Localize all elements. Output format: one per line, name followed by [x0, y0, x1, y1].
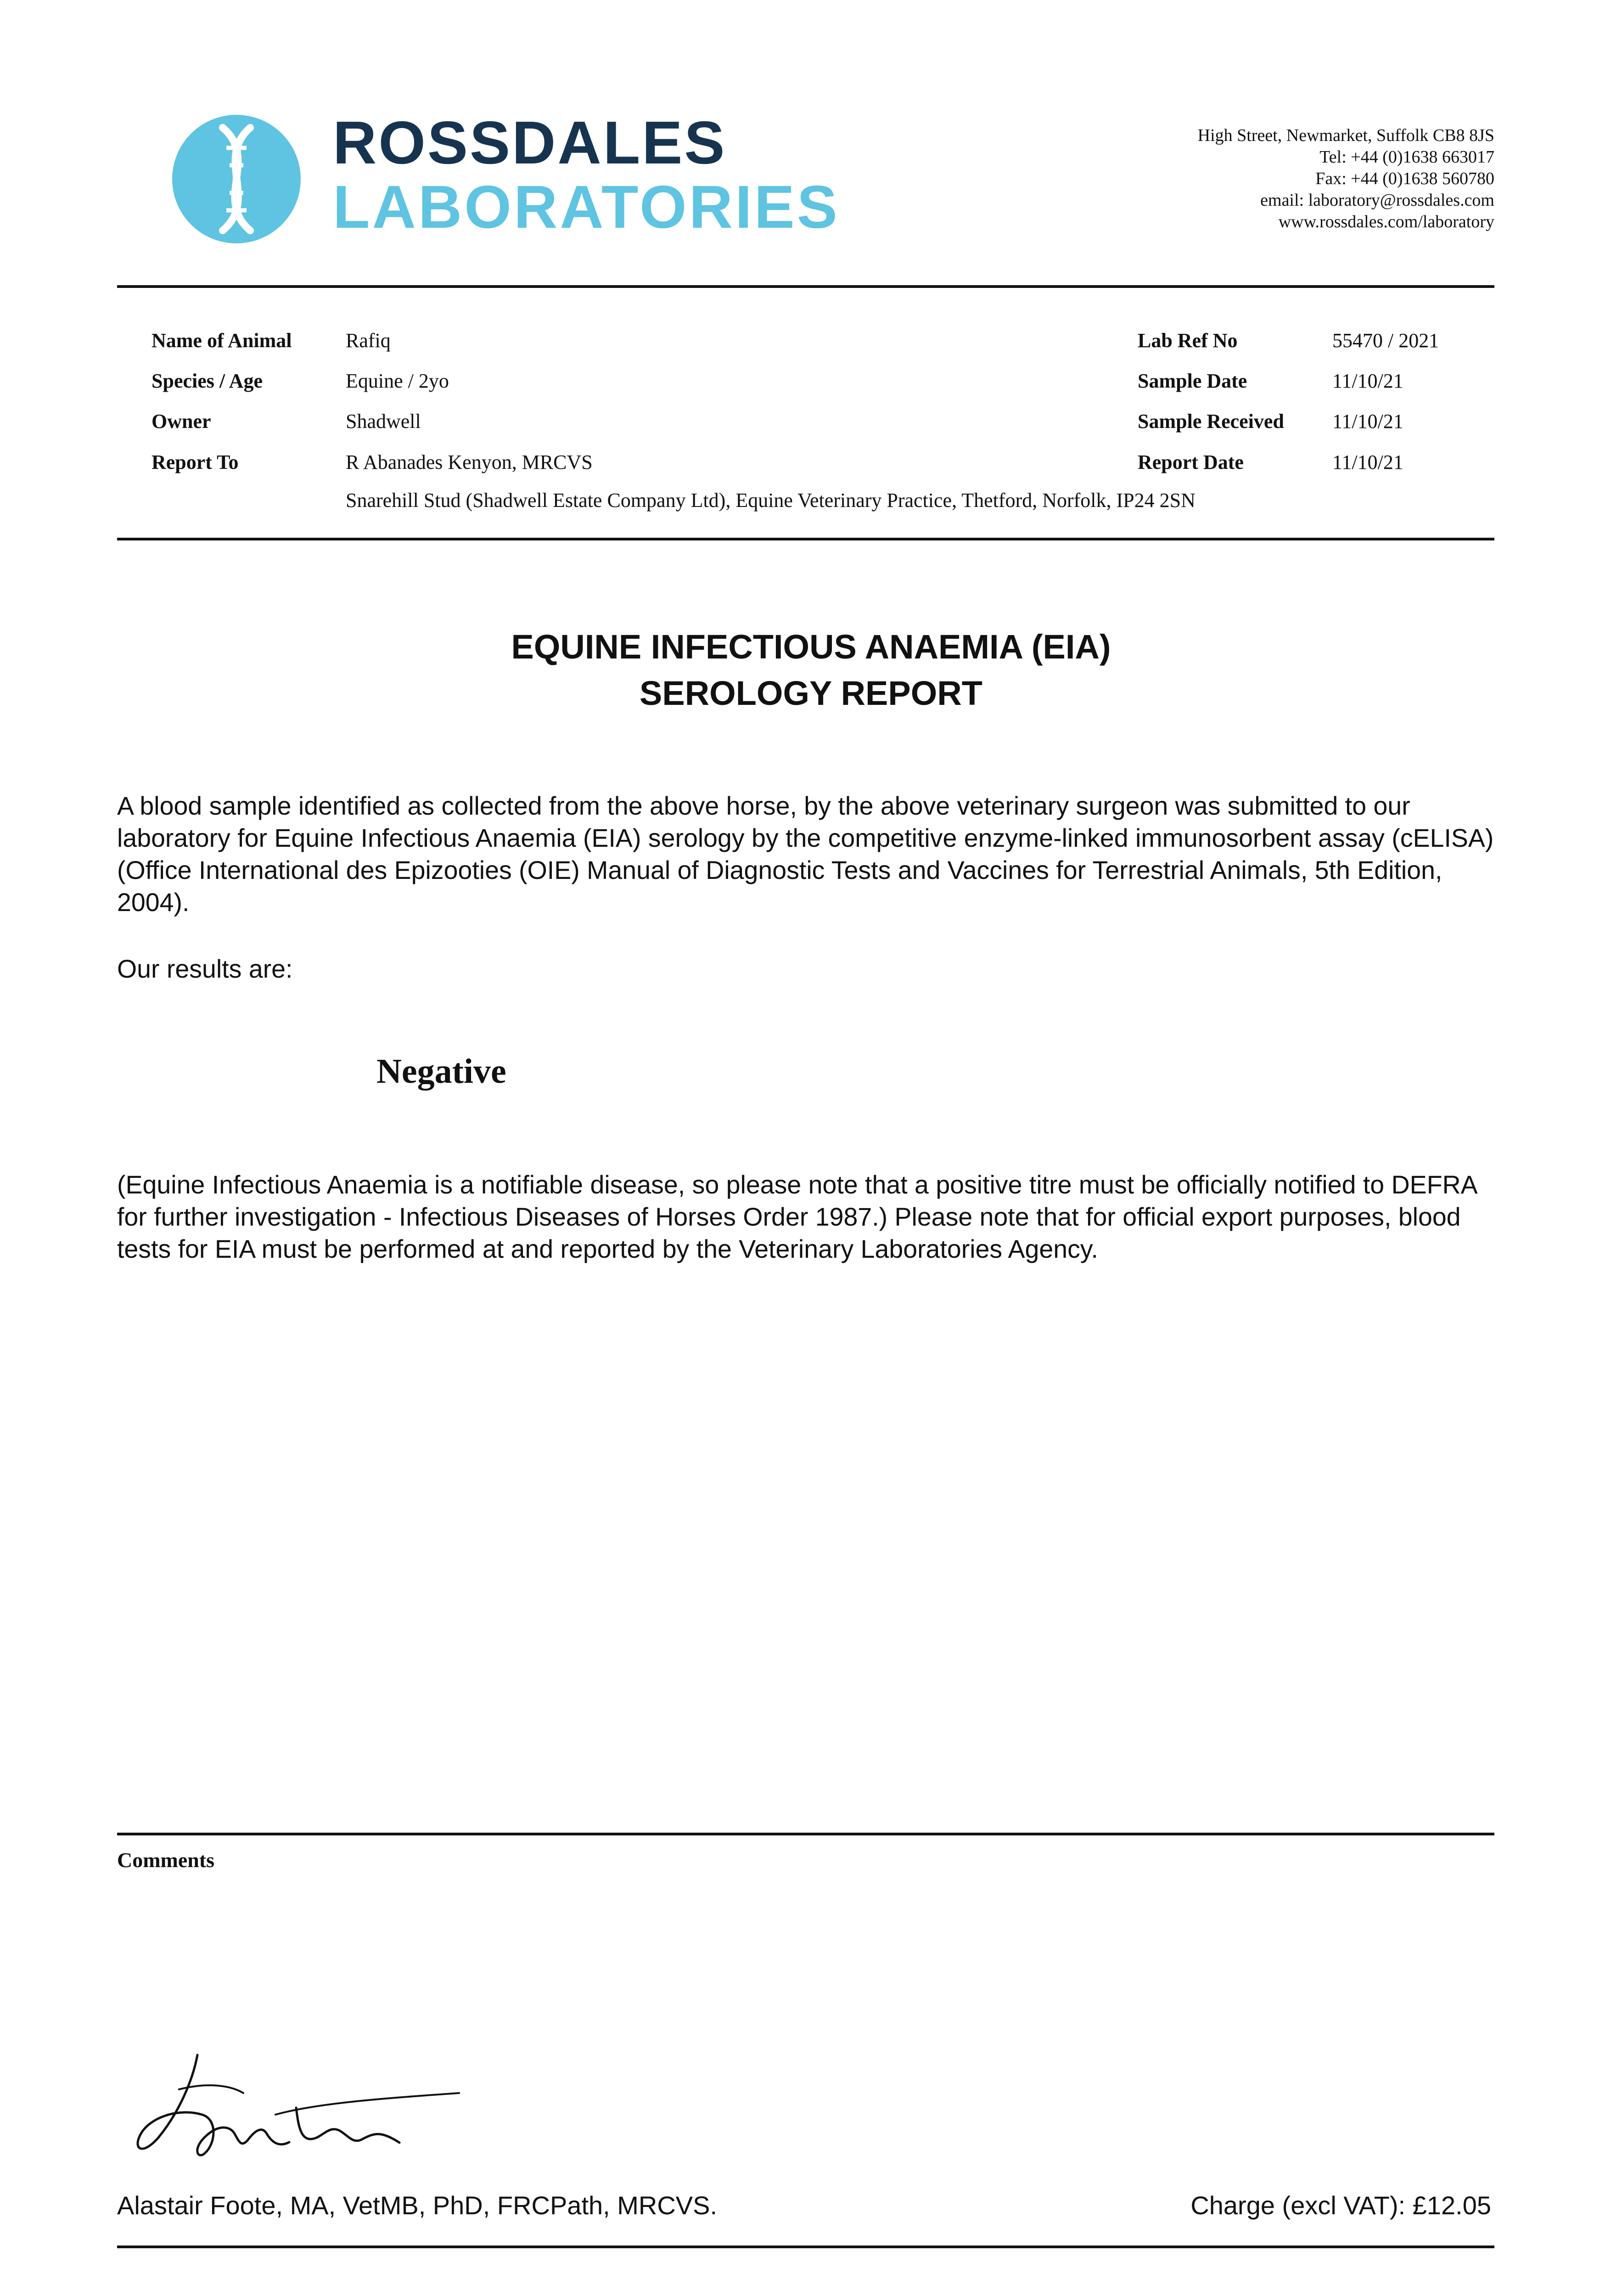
result-value: Negative: [376, 1052, 506, 1091]
brand-name: ROSSDALES: [333, 109, 727, 176]
comments-divider: [117, 1833, 1494, 1835]
owner-value: Shadwell: [346, 410, 421, 433]
signatory-name: Alastair Foote, MA, VetMB, PhD, FRCPath, MRCVS.: [117, 2191, 718, 2220]
species-value: Equine / 2yo: [346, 370, 449, 392]
email-line: email: laboratory@rossdales.com: [1260, 191, 1494, 210]
report-subtitle: SEROLOGY REPORT: [640, 674, 982, 712]
name-value: Rafiq: [346, 329, 391, 352]
sample-date-value: 11/10/21: [1332, 370, 1403, 392]
phone-line: Tel: +44 (0)1638 663017: [1319, 147, 1494, 167]
fax-line: Fax: +44 (0)1638 560780: [1315, 169, 1494, 188]
owner-label: Owner: [152, 410, 211, 433]
report-date-value: 11/10/21: [1332, 451, 1403, 473]
details-divider: [117, 538, 1494, 540]
header-divider: [117, 285, 1494, 288]
results-intro: Our results are:: [117, 955, 293, 983]
lab-ref-value: 55470 / 2021: [1332, 329, 1439, 352]
report-title: EQUINE INFECTIOUS ANAEMIA (EIA): [511, 628, 1111, 666]
comments-label: Comments: [117, 1848, 215, 1872]
sample-received-value: 11/10/21: [1332, 410, 1403, 433]
brand-subtitle: LABORATORIES: [333, 173, 840, 241]
charge-amount: Charge (excl VAT): £12.05: [1190, 2191, 1491, 2220]
report-to-address: Snarehill Stud (Shadwell Estate Company Ltd), Equine Veterinary Practice, Thetford, Norfolk, IP24 2SN: [346, 489, 1195, 512]
dna-helix-icon: [172, 115, 301, 243]
footer-divider: [117, 2245, 1494, 2248]
sample-date-label: Sample Date: [1138, 370, 1247, 392]
report-date-label: Report Date: [1138, 451, 1244, 473]
contact-block: [1081, 125, 1494, 233]
intro-paragraph: A blood sample identified as collected from the above horse, by the above veterinary surgeon was submitted to our laboratory for Equine Infectious Anaemia (EIA) serology by the competitive enzyme-linked immunosorbent assay (cELISA) (Office International des Epizooties (OIE) Manual of Diagnostic Tests and Vaccines for Terrestrial Animals, 5th Edition, 2004).: [117, 792, 1494, 917]
lab-ref-label: Lab Ref No: [1138, 329, 1238, 352]
notice-paragraph: (Equine Infectious Anaemia is a notifiable disease, so please note that a positive titre must be officially notified to DEFRA for further investigation - Infectious Diseases of Horses Order 1987.) Please note that for official export purposes, blood tests for EIA must be performed at and reported by the Veterinary Laboratories Agency.: [117, 1171, 1476, 1263]
website-line: www.rossdales.com/laboratory: [1278, 212, 1494, 231]
handwritten-signature: [124, 2039, 473, 2167]
name-label: Name of Animal: [152, 329, 292, 352]
address-line: High Street, Newmarket, Suffolk CB8 8JS: [1197, 126, 1494, 145]
sample-received-label: Sample Received: [1138, 410, 1284, 433]
species-label: Species / Age: [152, 370, 263, 392]
report-to-value: R Abanades Kenyon, MRCVS: [346, 451, 593, 473]
report-to-label: Report To: [152, 451, 239, 473]
